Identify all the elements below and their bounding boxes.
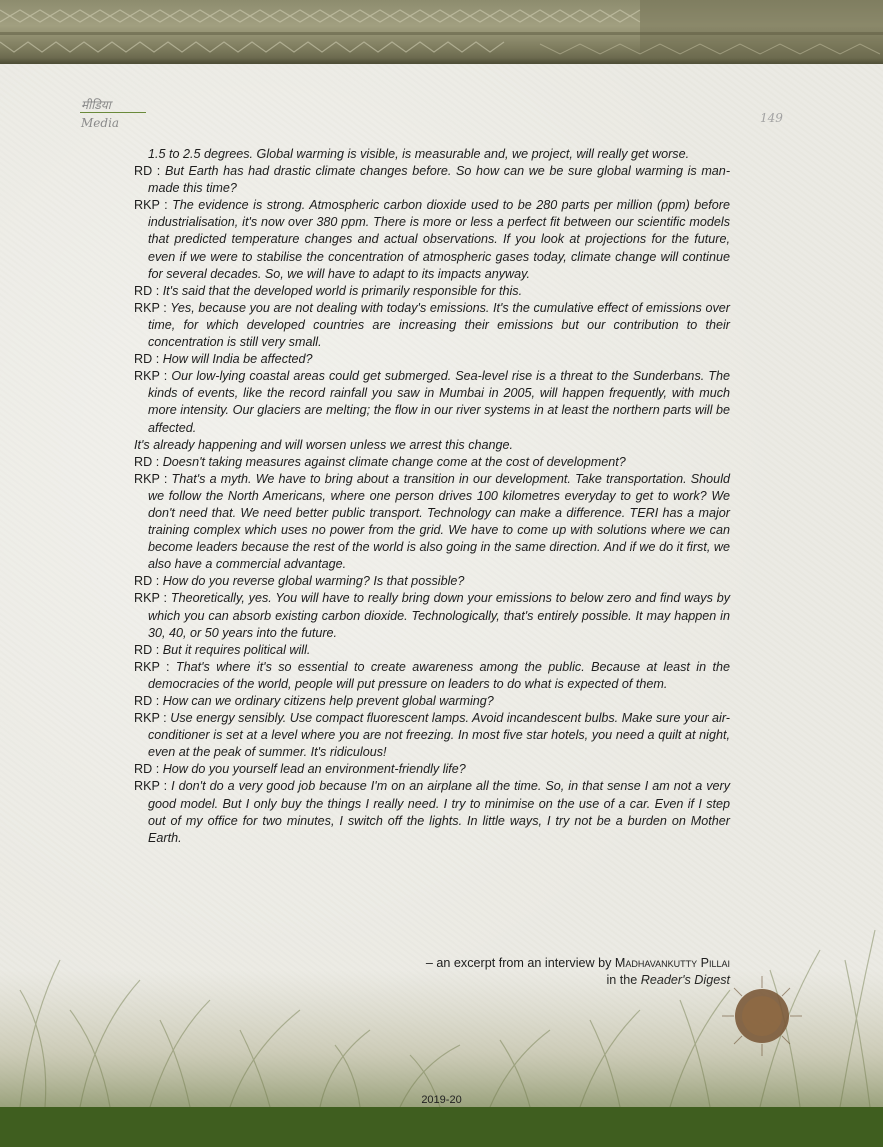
- qa-line: [134, 693, 730, 710]
- speaker-label: RKP :: [134, 591, 168, 606]
- speaker-label: RD :: [134, 762, 160, 777]
- speaker-label: RD :: [134, 454, 160, 469]
- qa-text: Theoretically, yes. You will have to really bring down your emissions to below zero and find ways by which you can absorb existing carbon dioxide. Technologically, that's entirely possible. It may happen in 30, 40, or 50 years into the future.: [148, 591, 731, 640]
- qa-text: That's where it's so essential to create awareness among the public. Because at least in the democracies of the world, people will put pressure on leaders to do what is expected of them.: [148, 659, 730, 691]
- speaker-label: RD :: [134, 352, 160, 367]
- qa-text: How can we ordinary citizens help prevent global warming?: [162, 694, 494, 708]
- qa-line: [134, 197, 730, 282]
- decorative-header-band: [0, 0, 883, 64]
- speaker-label: RD :: [134, 574, 160, 589]
- qa-line: [134, 642, 730, 659]
- qa-text: Yes, because you are not dealing with today's emissions. It's the cumulative effect of emissions over time, for which developed countries are increasing their emissions but our contribution to their concentration is still very small.: [148, 300, 730, 350]
- qa-line: [134, 351, 730, 368]
- qa-text: But it requires political will.: [162, 642, 311, 657]
- qa-line: [134, 778, 730, 846]
- qa-text: Doesn't taking measures against climate change come at the cost of development?: [162, 454, 626, 469]
- footer-year: 2019-20: [421, 1094, 462, 1106]
- qa-text: I don't do a very good job because I'm on an airplane all the time. So, in that sense I am not a very good model. But I only buy the things I really need. I try to minimise on the use of a car. Even if I step out of my office for two minutes, I switch off the lights. In little ways, I try not be a burden on Mother Earth.: [148, 779, 730, 845]
- qa-line: [134, 573, 730, 590]
- interview-text: [134, 146, 730, 847]
- seed-head-ornament: [722, 976, 802, 1056]
- speaker-label: RD :: [134, 164, 161, 179]
- qa-line: [134, 659, 730, 693]
- grass-illustration: [0, 850, 883, 1107]
- qa-text: But Earth has had drastic climate changes before. So how can we be sure global warming is man-made this time?: [148, 164, 731, 196]
- speaker-label: RD :: [134, 283, 160, 298]
- qa-text: How do you yourself lead an environment-friendly life?: [162, 762, 466, 777]
- speaker-label: RKP :: [134, 779, 168, 794]
- qa-line: [134, 368, 730, 436]
- attribution-author: Madhavankutty Pillai: [614, 956, 730, 970]
- qa-line: [134, 590, 730, 641]
- intro-paragraph: 1.5 to 2.5 degrees. Global warming is visible, is measurable and, we project, will really get worse.: [148, 147, 690, 161]
- standalone-paragraph: It's already happening and will worsen unless we arrest this change.: [134, 437, 514, 452]
- header-divider: [80, 112, 146, 113]
- qa-line: [134, 283, 730, 300]
- footer-band: [0, 1107, 883, 1147]
- qa-text: Our low-lying coastal areas could get submerged. Sea-level rise is a threat to the Sunderbans. The kinds of events, like the record rainfall you saw in Mumbai in 2005, will happen frequently, with much more intensity. Our glaciers are melting; the flow in our river systems in at least the northern parts will be affected.: [148, 369, 730, 435]
- qa-line: [134, 163, 730, 197]
- speaker-label: RD :: [134, 642, 160, 657]
- qa-line: [134, 300, 730, 351]
- page-number: 149: [760, 111, 783, 125]
- qa-line: [134, 471, 730, 574]
- speaker-label: RKP :: [134, 471, 168, 486]
- qa-line: [134, 454, 730, 471]
- speaker-label: RKP :: [134, 711, 167, 726]
- speaker-label: RKP :: [134, 300, 167, 315]
- qa-text: How will India be affected?: [162, 352, 313, 367]
- qa-line: [134, 761, 730, 778]
- qa-text: Use energy sensibly. Use compact fluorescent lamps. Avoid incandescent bulbs. Make sure your air-conditioner is set at a level where you are not freezing. In most five star hotels, you need a quilt at night, even at the peak of summer. It's ridiculous!: [148, 711, 730, 760]
- qa-text: How do you reverse global warming? Is that possible?: [162, 574, 465, 589]
- qa-text: The evidence is strong. Atmospheric carbon dioxide used to be 280 parts per million (ppm) before industrialisation, it's now over 380 ppm. There is more or less a perfect fit between our scientific models that predicted temperature changes and actual observations. If you look at projections for the future, even if we were to stabilise the concentration of atmospheric gases today, climate change will continue for several decades. So, we will have to adapt to its impacts anyway.: [148, 198, 731, 281]
- qa-line: [134, 710, 730, 761]
- speaker-label: RKP :: [134, 659, 170, 674]
- qa-text: That's a myth. We have to bring about a transition in our development. Take transportation. Should we follow the North Americans, where one person drives 100 kilometres everyday to get to work? We don't need that. We need better public transport. Technology can make a difference. TERI has a major training complex which uses no power from the grid. We have to come up with solutions where we can become leaders because the rest of the world is also going in the same direction. And if we do it first, we also have a commercial advantage.: [148, 471, 730, 572]
- header-section-label: Media: [81, 116, 120, 130]
- speaker-label: RKP :: [134, 369, 168, 384]
- qa-text: It's said that the developed world is primarily responsible for this.: [162, 283, 523, 298]
- header-hindi-label: मीडिया: [81, 98, 111, 112]
- speaker-label: RKP :: [134, 198, 168, 213]
- speaker-label: RD :: [134, 694, 160, 708]
- attribution-prefix: – an excerpt from an interview by: [425, 956, 612, 970]
